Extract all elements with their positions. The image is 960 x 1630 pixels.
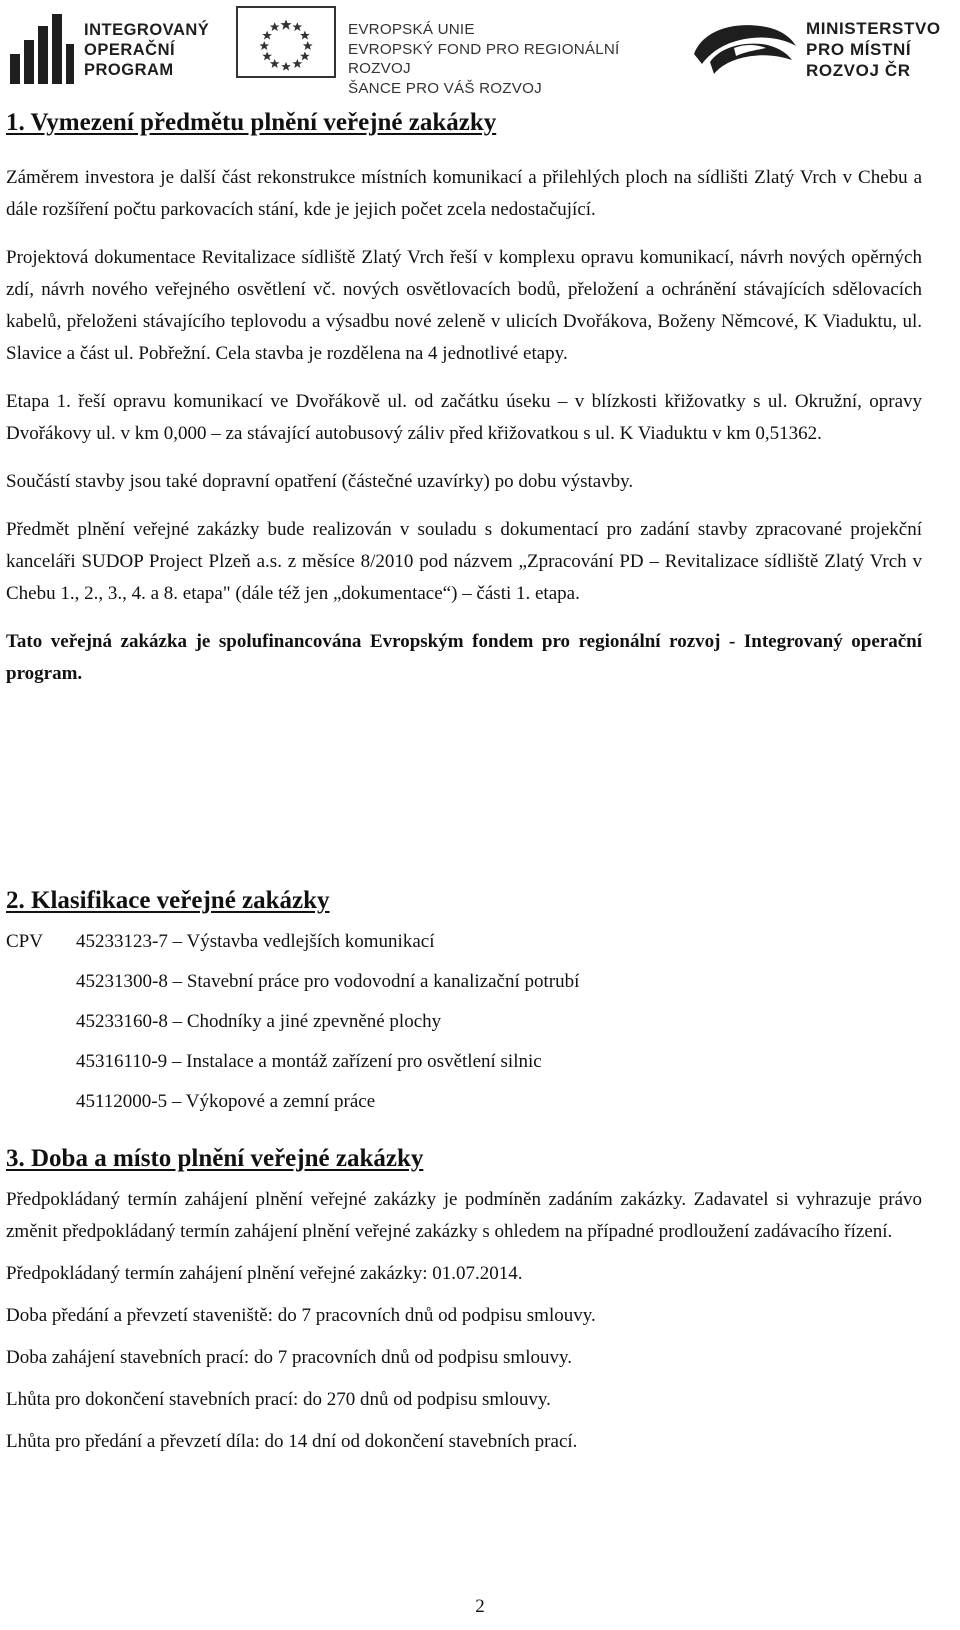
cpv-code-item: 45233160-8 – Chodníky a jiné zpevněné plochy (76, 1011, 442, 1032)
iop-logo-text: INTEGROVANÝ OPERAČNÍ PROGRAM (84, 21, 210, 79)
document-body (6, 106, 922, 690)
page-number: 2 (475, 1596, 485, 1617)
section3-paragraph-3: Doba předání a převzetí staveniště: do 7 pracovních dnů od podpisu smlouvy. (6, 1305, 596, 1326)
logo-header (0, 0, 960, 97)
section1-paragraph-1: Záměrem investora je další část rekonstrukce místních komunikací a přilehlých ploch na sídlišti Zlatý Vrch v Chebu a dále rozšíření počtu parkovacích stání, kde je jejich počet zcela nedostačující. (6, 167, 922, 220)
iop-bars-icon (10, 14, 76, 84)
mmr-logo-text: MINISTERSTVO PRO MÍSTNÍ ROZVOJ ČR (806, 19, 941, 80)
section3-heading: 3. Doba a místo plnění veřejné zakázky (6, 1145, 424, 1172)
cpv-code-item: 45233123-7 – Výstavba vedlejších komunikací (76, 931, 435, 952)
section2-heading: 2. Klasifikace veřejné zakázky (6, 887, 330, 914)
eu-flag-icon (236, 6, 336, 78)
mmr-logo (690, 6, 960, 86)
mmr-emblem-icon (690, 18, 798, 78)
cpv-label: CPV (6, 931, 43, 952)
section3-paragraph-2: Předpokládaný termín zahájení plnění veřejné zakázky: 01.07.2014. (6, 1263, 523, 1284)
cofinancing-notice: Tato veřejná zakázka je spolufinancována Evropským fondem pro regionální rozvoj - Integrovaný operační program. (6, 631, 922, 684)
section1-paragraph-5: Předmět plnění veřejné zakázky bude realizován v souladu s dokumentací pro zadání stavby zpracované projekční kanceláři SUDOP Project Plzeň a.s. z měsíce 8/2010 pod názvem „Zpracování PD – Revitalizace sídliště Zlatý Vrch v Chebu 1., 2., 3., 4. a 8. etapa" (dále též jen „dokumentace“) – části 1. etapa. (6, 519, 922, 604)
cpv-code-item: 45112000-5 – Výkopové a zemní práce (76, 1091, 376, 1112)
cpv-code-item: 45316110-9 – Instalace a montáž zařízení pro osvětlení silnic (76, 1051, 542, 1072)
section3-paragraph-6: Lhůta pro předání a převzetí díla: do 14 dní od dokončení stavebních prací. (6, 1431, 578, 1452)
section3-paragraph-4: Doba zahájení stavebních prací: do 7 pracovních dnů od podpisu smlouvy. (6, 1347, 572, 1368)
eu-logo-text: EVROPSKÁ UNIE EVROPSKÝ FOND PRO REGIONÁLNÍ ROZVOJ ŠANCE PRO VÁŠ ROZVOJ (348, 21, 620, 97)
eu-logo (236, 6, 676, 97)
section1-heading: 1. Vymezení předmětu plnění veřejné zakázky (6, 109, 497, 136)
cpv-code-item: 45231300-8 – Stavební práce pro vodovodní a kanalizační potrubí (76, 971, 580, 992)
section1-paragraph-3: Etapa 1. řeší opravu komunikací ve Dvořákově ul. od začátku úseku – v blízkosti křižovatky s ul. Okružní, opravy Dvořákovy ul. v km 0,000 – za stávající autobusový záliv před křižovatkou s ul. K Viaduktu v km 0,51362. (6, 391, 922, 444)
section1-paragraph-4: Součástí stavby jsou také dopravní opatření (částečné uzavírky) po dobu výstavby. (6, 471, 634, 492)
section1-paragraph-2: Projektová dokumentace Revitalizace sídliště Zlatý Vrch řeší v komplexu opravu komunikací, návrh nových opěrných zdí, návrh nového veřejného osvětlení vč. nových osvětlovacích bodů, přeložení a ochránění stávajících sdělovacích kabelů, přeloženi stávajícího teplovodu a výsadbu nové zeleně v ulicích Dvořákova, Boženy Němcové, K Viaduktu, ul. Slavice a část ul. Pobřežní. Cela stavba je rozdělena na 4 jednotlivé etapy. (6, 247, 922, 364)
section3-paragraph-5: Lhůta pro dokončení stavebních prací: do 270 dnů od podpisu smlouvy. (6, 1389, 551, 1410)
section3 (6, 1142, 922, 1458)
iop-logo (10, 6, 210, 86)
section3-paragraph-1: Předpokládaný termín zahájení plnění veřejné zakázky je podmíněn zadáním zakázky. Zadavatel si vyhrazuje právo změnit předpokládaný termín zahájení plnění veřejné zakázky s ohledem na případné prodloužení zadávacího řízení. (6, 1189, 922, 1242)
